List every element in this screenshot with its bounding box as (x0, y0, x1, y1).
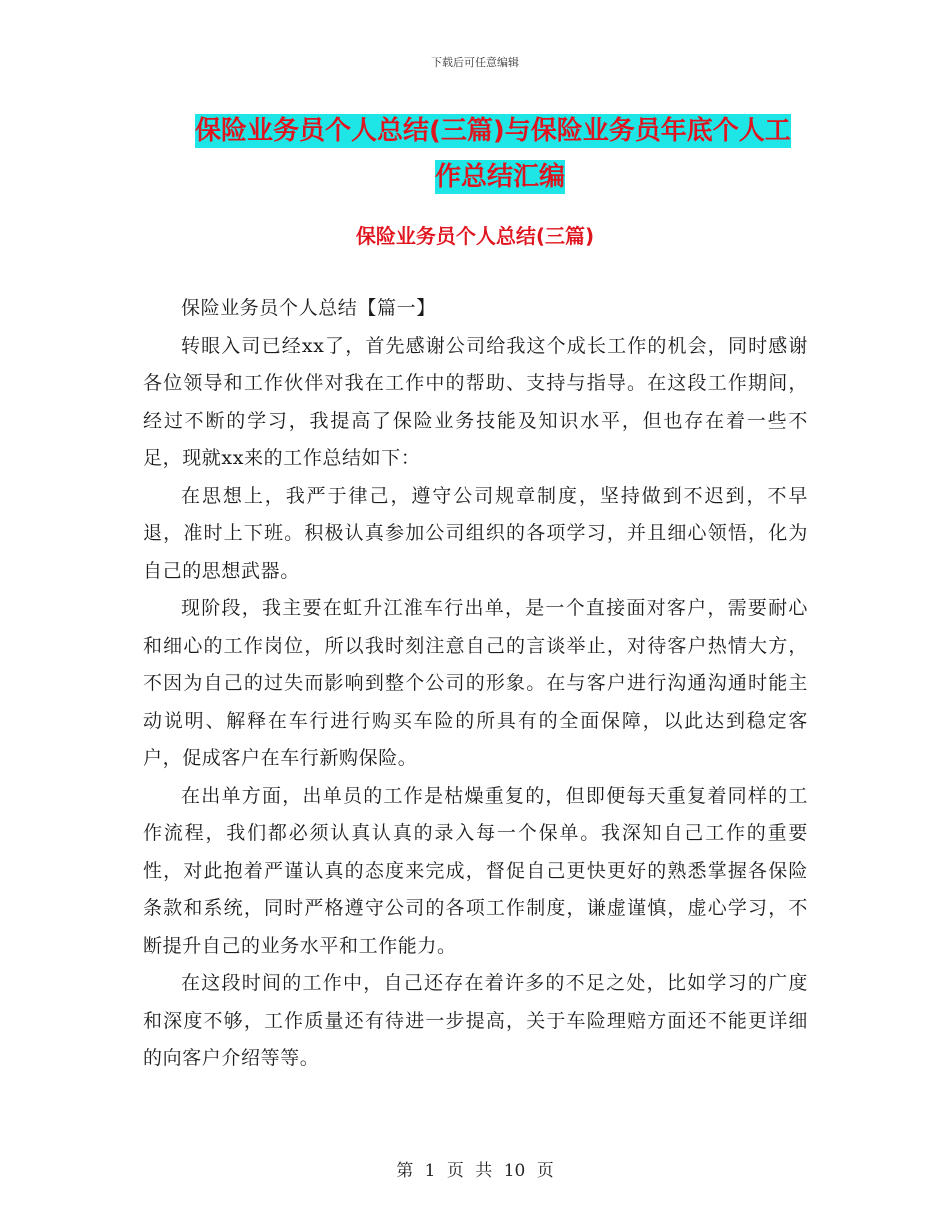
subsection-heading: 保险业务员个人总结【篇一】 (181, 297, 436, 319)
paragraph: 现阶段，我主要在虹升江淮车行出单，是一个直接面对客户，需要耐心和细心的工作岗位，所以我时刻注意自己的言谈举止，对待客户热情大方，不因为自己的过失而影响到整个公司的形象。在与客户进行沟通沟通时能主动说明、解释在车行进行购买车险的所具有的全面保障，以此达到稳定客户，促成客户在车行新购保险。 (143, 597, 808, 769)
paragraph: 在思想上，我严于律己，遵守公司规章制度，坚持做到不迟到，不早退，准时上下班。积极认真参加公司组织的各项学习，并且细心领悟，化为自己的思想武器。 (143, 484, 808, 582)
page-number: 第 1 页 共 10 页 (396, 1161, 554, 1181)
document-title (140, 108, 820, 200)
title-line-1: 保险业务员个人总结(三篇)与保险业务员年底个人工 (195, 116, 791, 146)
title-line-2: 作总结汇编 (434, 162, 565, 192)
paragraph: 在这段时间的工作中，自己还存在着许多的不足之处，比如学习的广度和深度不够，工作质量还有待进一步提高，关于车险理赔方面还不能更详细的向客户介绍等等。 (143, 972, 808, 1069)
paragraph: 在出单方面，出单员的工作是枯燥重复的，但即便每天重复着同样的工作流程，我们都必须认真认真的录入每一个保单。我深知自己工作的重要性，对此抱着严谨认真的态度来完成，督促自己更快更好的熟悉掌握各保险条款和系统，同时严格遵守公司的各项工作制度，谦虚谨慎，虚心学习，不断提升自己的业务水平和工作能力。 (143, 784, 808, 957)
body-text (143, 290, 808, 1078)
header-note: 下载后可任意编辑 (431, 56, 519, 69)
section-title: 保险业务员个人总结(三篇) (355, 224, 595, 248)
paragraph: 转眼入司已经xx了，首先感谢公司给我这个成长工作的机会，同时感谢各位领导和工作伙伴对我在工作中的帮助、支持与指导。在这段工作期间，经过不断的学习，我提高了保险业务技能及知识水平，但也存在着一些不足，现就xx来的工作总结如下： (143, 334, 808, 469)
